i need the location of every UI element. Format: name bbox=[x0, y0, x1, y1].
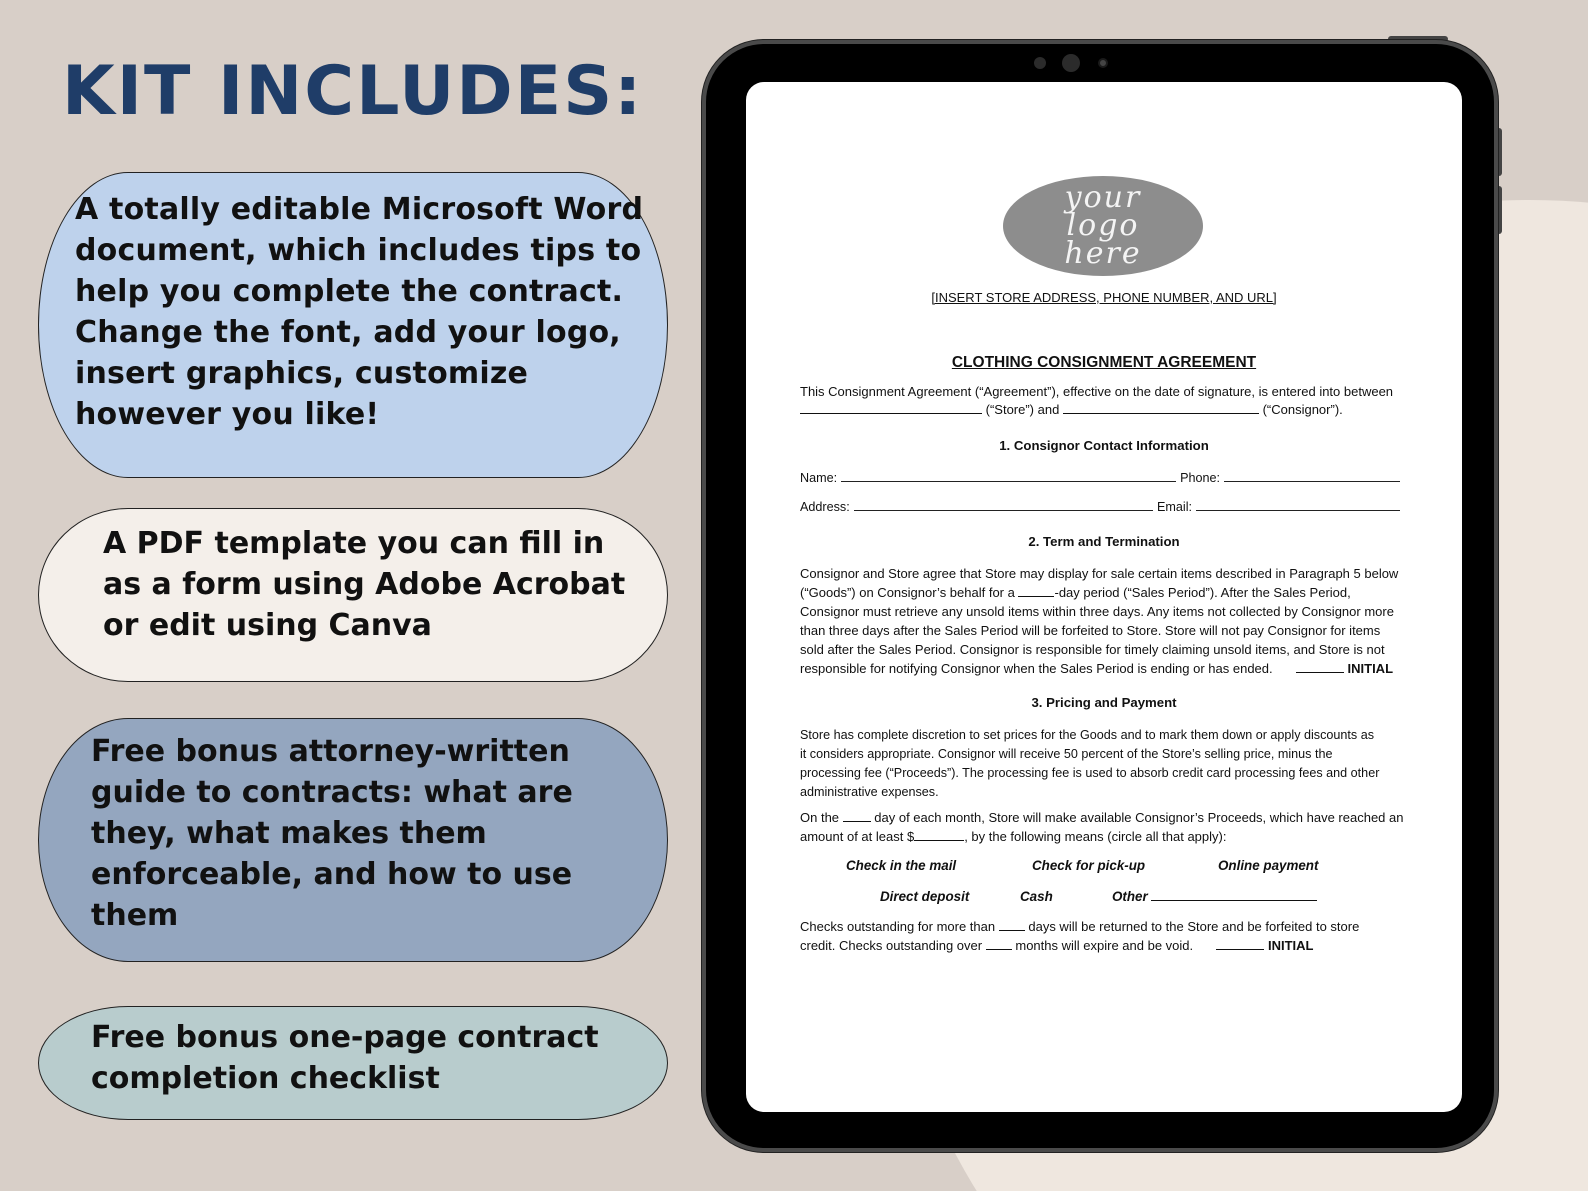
minimum-amount-blank[interactable] bbox=[914, 829, 964, 841]
term-line-5: sold after the Sales Period. Consignor is responsible for timely claiming unsold items, and Store is not bbox=[800, 642, 1385, 657]
option-check-in-mail[interactable]: Check in the mail bbox=[846, 858, 957, 873]
term-line-2: (“Goods”) on Consignor’s behalf for a -day period (“Sales Period”). After the Sales Period, bbox=[800, 585, 1351, 600]
phone-field[interactable] bbox=[1224, 470, 1400, 482]
tablet-sensor bbox=[1034, 57, 1046, 69]
payday-line-2: amount of at least $ , by the following means (circle all that apply): bbox=[800, 829, 1227, 844]
option-check-for-pickup[interactable]: Check for pick-up bbox=[1032, 858, 1146, 873]
tablet-camera bbox=[1062, 54, 1080, 72]
option-direct-deposit[interactable]: Direct deposit bbox=[880, 889, 970, 904]
days-blank[interactable] bbox=[1018, 585, 1054, 597]
consignor-name-blank[interactable] bbox=[1063, 402, 1259, 414]
checks-line-2: credit. Checks outstanding over months will expire and be void. INITIAL bbox=[800, 938, 1314, 953]
section-2-heading: 2. Term and Termination bbox=[1028, 534, 1180, 549]
document-title: CLOTHING CONSIGNMENT AGREEMENT bbox=[951, 354, 1257, 371]
other-blank[interactable] bbox=[1151, 889, 1317, 901]
tablet-screen-document bbox=[746, 82, 1462, 1112]
address-email-row: Address: Email: bbox=[800, 499, 1404, 514]
pricing-paragraph: Store has complete discretion to set prices for the Goods and to mark them down or apply discounts as it considers appropriate. Consignor will receive 50 percent of the Store’s selling price, minus the processing fee (“Proceeds”). The processing fee is used to absorb credit card processing fees and other administrative expenses. bbox=[800, 728, 1380, 799]
feature-attorney-guide: Free bonus attorney-written guide to contracts: what are they, what makes them enforceable, and how to use them bbox=[38, 718, 668, 962]
name-field[interactable] bbox=[841, 470, 1176, 482]
option-online-payment[interactable]: Online payment bbox=[1218, 858, 1319, 873]
term-line-4: than three days after the Sales Period will be forfeited to Store. Store will not pay Consignor for items bbox=[800, 623, 1381, 638]
address-field[interactable] bbox=[854, 499, 1153, 511]
term-line-1: Consignor and Store agree that Store may display for sale certain items described in Paragraph 5 below bbox=[800, 566, 1399, 581]
checks-line-1: Checks outstanding for more than days will be returned to the Store and be forfeited to store bbox=[800, 919, 1360, 934]
tablet-sensor-small bbox=[1098, 58, 1108, 68]
page-heading: KIT INCLUDES: bbox=[62, 52, 644, 131]
option-cash[interactable]: Cash bbox=[1020, 889, 1053, 904]
intro-line-1: This Consignment Agreement (“Agreement”), effective on the date of signature, is entered into between bbox=[800, 384, 1394, 399]
logo-placeholder bbox=[1003, 176, 1203, 276]
store-name-blank[interactable] bbox=[800, 402, 982, 414]
term-line-6: responsible for notifying Consignor when the Sales Period is ending or has ended. INITIAL bbox=[800, 661, 1394, 676]
section-1-heading: 1. Consignor Contact Information bbox=[999, 438, 1209, 453]
intro-line-2: (“Store”) and (“Consignor”). bbox=[800, 402, 1343, 417]
payday-blank[interactable] bbox=[843, 810, 871, 822]
checks-initial-blank[interactable] bbox=[1216, 938, 1264, 950]
checks-months-blank[interactable] bbox=[986, 938, 1012, 950]
term-line-3: Consignor must retrieve any unsold items within three days. Any items not collected by Consignor more bbox=[800, 604, 1394, 619]
email-field[interactable] bbox=[1196, 499, 1400, 511]
option-other[interactable]: Other bbox=[1112, 889, 1317, 904]
feature-pdf-template: A PDF template you can fill in as a form using Adobe Acrobat or edit using Canva bbox=[38, 508, 668, 682]
term-initial-blank[interactable] bbox=[1296, 661, 1344, 673]
section-3-heading: 3. Pricing and Payment bbox=[1031, 695, 1177, 710]
checks-days-blank[interactable] bbox=[999, 919, 1025, 931]
name-phone-row: Name: Phone: bbox=[800, 470, 1404, 485]
feature-word-document: A totally editable Microsoft Word document, which includes tips to help you complete the contract. Change the font, add your logo, insert graphics, customize however you like! bbox=[38, 172, 668, 478]
store-address: [INSERT STORE ADDRESS, PHONE NUMBER, AND URL] bbox=[931, 290, 1277, 305]
logo-placeholder-text: your logo here bbox=[1064, 180, 1142, 271]
feature-checklist: Free bonus one-page contract completion checklist bbox=[38, 1006, 668, 1120]
payday-line-1: On the day of each month, Store will make available Consignor’s Proceeds, which have reached an bbox=[800, 810, 1404, 825]
